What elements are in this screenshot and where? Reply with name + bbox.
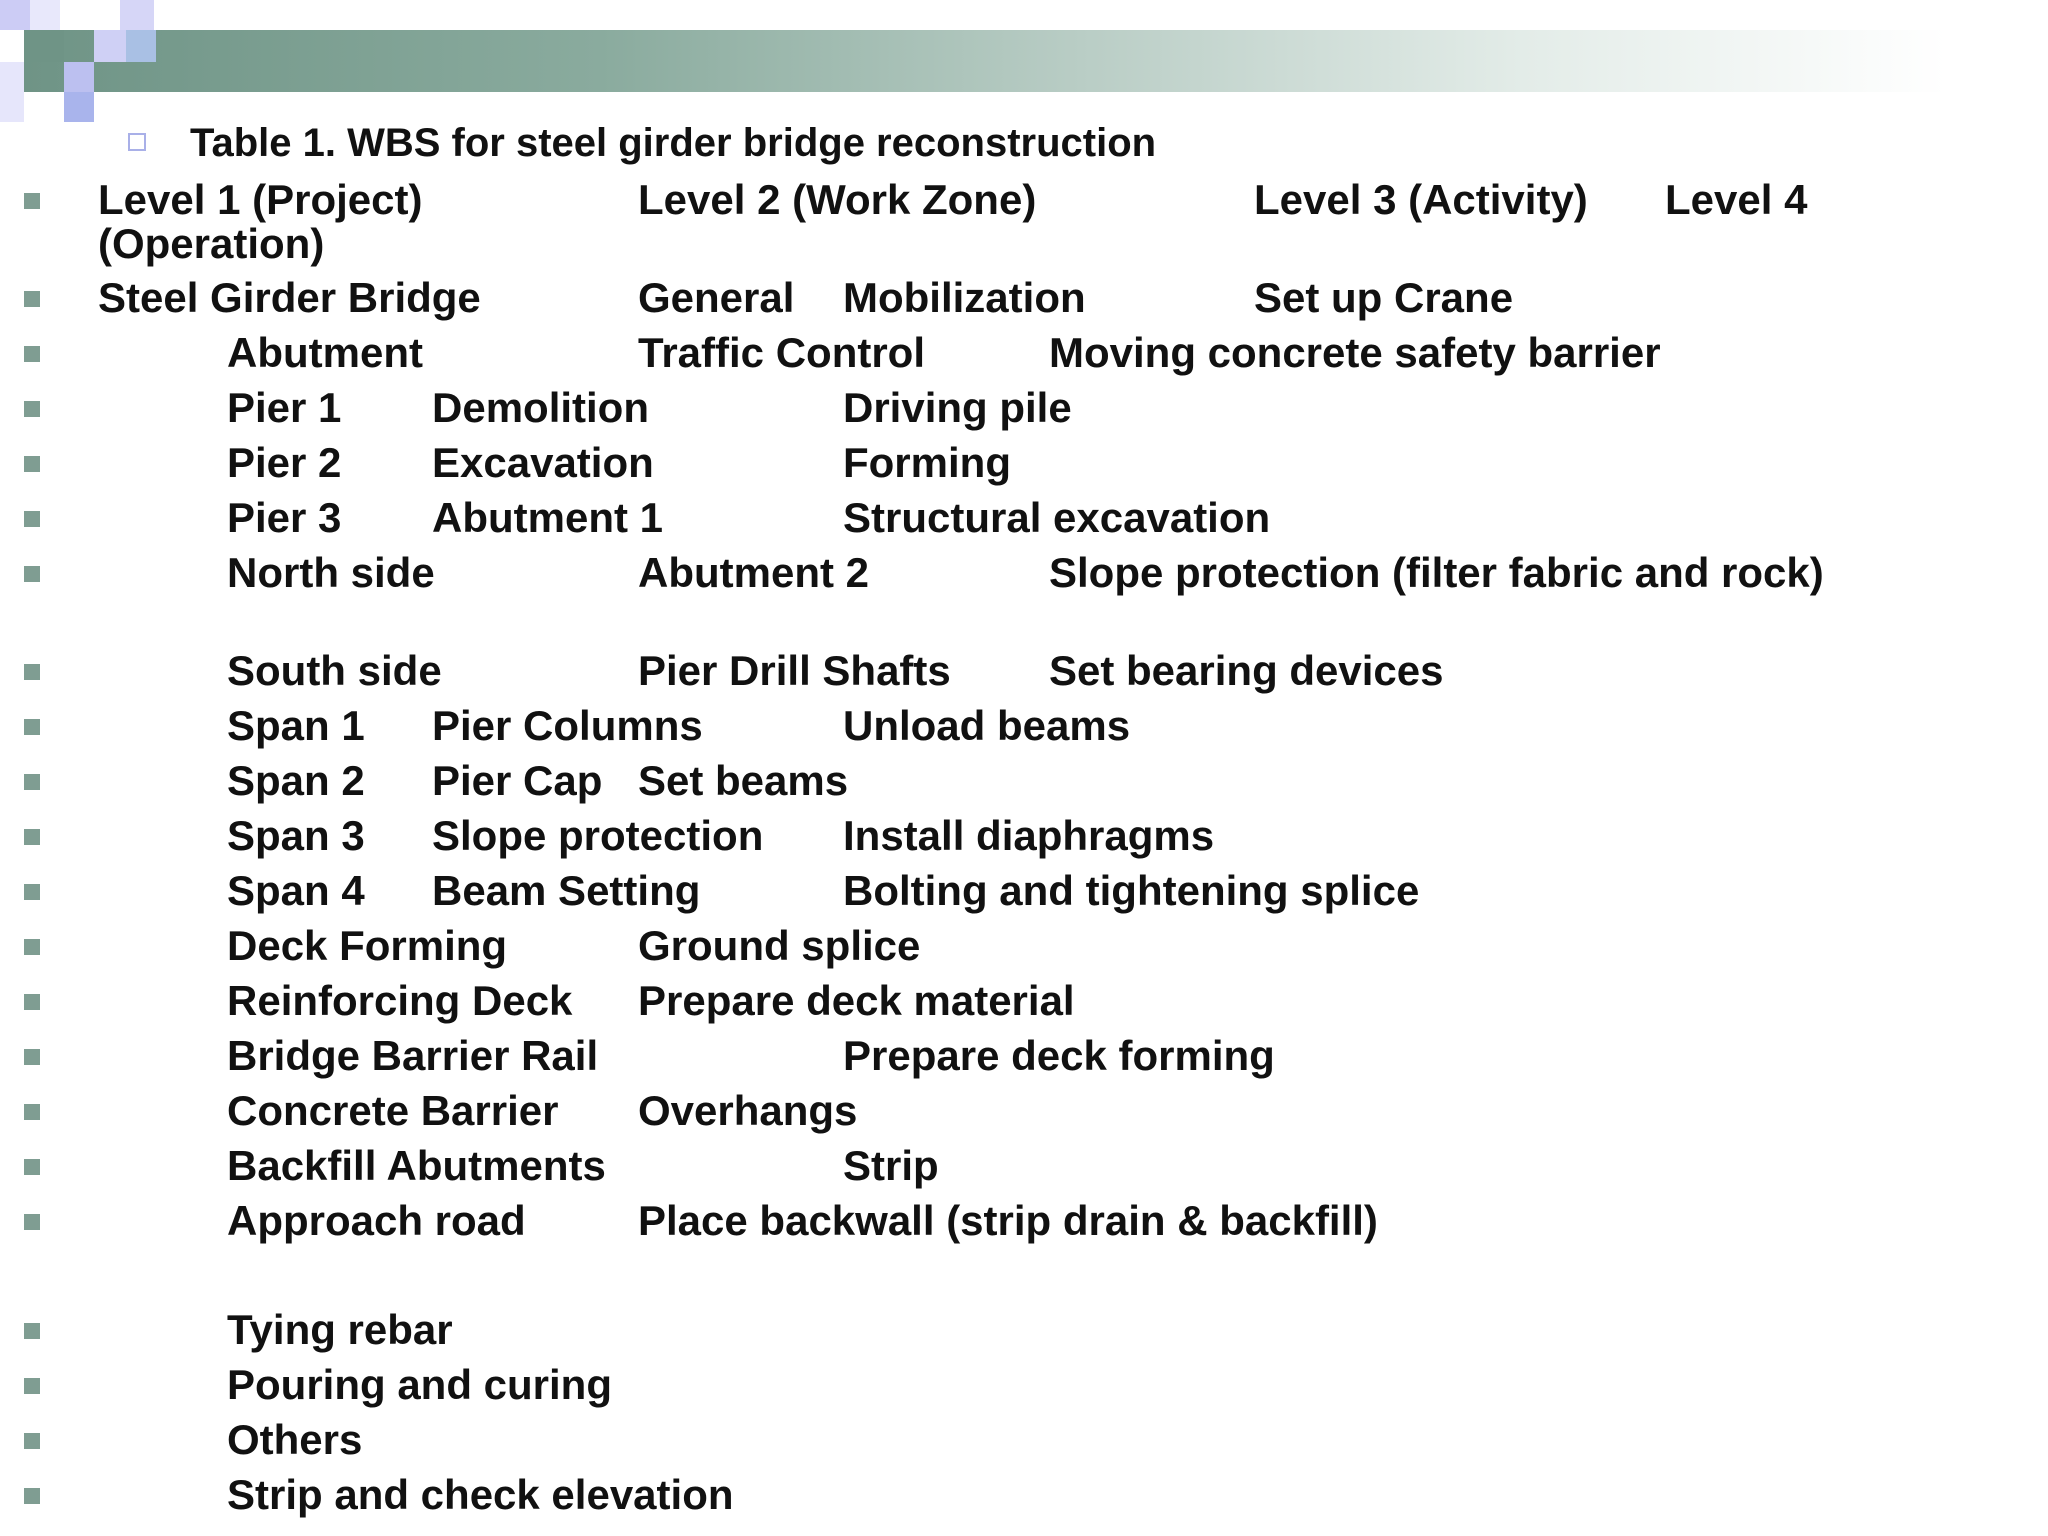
- table-cell: North side: [227, 549, 435, 596]
- table-cell: Deck Forming: [227, 922, 508, 969]
- table-cell: Beam Setting: [432, 867, 701, 914]
- table-row: [0, 545, 2048, 601]
- square-bullet-icon: [24, 774, 40, 790]
- square-bullet-icon: [24, 664, 40, 680]
- square-bullet-icon: [24, 1378, 40, 1394]
- table-cell: Span 4: [227, 867, 365, 914]
- table-cell: Demolition: [432, 384, 649, 431]
- table-row: [0, 643, 2048, 699]
- table-cell: Install diaphragms: [843, 812, 1215, 859]
- square-bullet-icon: [24, 511, 40, 527]
- square-bullet-icon: [24, 566, 40, 582]
- table-row: [0, 1412, 2048, 1468]
- header-level-2: Level 2 (Work Zone): [638, 176, 1037, 223]
- table-cell: Pier 2: [227, 439, 342, 486]
- table-cell: Pouring and curing: [227, 1361, 612, 1408]
- table-cell: Strip: [843, 1142, 939, 1189]
- table-cell: Steel Girder Bridge: [98, 274, 481, 321]
- table-cell: Set beams: [638, 757, 849, 804]
- table-cell: Pier Drill Shafts: [638, 647, 951, 694]
- table-cell: South side: [227, 647, 442, 694]
- table-cell: Others: [227, 1416, 363, 1463]
- table-cell: Moving concrete safety barrier: [1049, 329, 1661, 376]
- table-cell: Slope protection: [432, 812, 764, 859]
- header-level-4-continued: (Operation): [98, 220, 325, 267]
- table-row: [0, 1357, 2048, 1413]
- square-bullet-icon: [24, 994, 40, 1010]
- table-cell: Place backwall (strip drain & backfill): [638, 1197, 1378, 1244]
- table-row: [0, 808, 2048, 864]
- table-cell: Excavation: [432, 439, 654, 486]
- square-bullet-icon: [24, 1323, 40, 1339]
- table-row: [0, 698, 2048, 754]
- table-cell: Reinforcing Deck: [227, 977, 573, 1024]
- table-row: [0, 918, 2048, 974]
- table-cell: Pier 1: [227, 384, 342, 431]
- table-cell: Bridge Barrier Rail: [227, 1032, 599, 1079]
- table-cell: Backfill Abutments: [227, 1142, 606, 1189]
- table-cell: Slope protection (filter fabric and rock): [1049, 549, 1824, 596]
- square-bullet-icon: [24, 1104, 40, 1120]
- table-cell: Span 1: [227, 702, 365, 749]
- table-cell: Span 3: [227, 812, 365, 859]
- table-cell: Pier Cap: [432, 757, 603, 804]
- table-cell: Overhangs: [638, 1087, 858, 1134]
- table-row: [0, 1083, 2048, 1139]
- square-bullet-icon: [24, 193, 40, 209]
- square-bullet-icon: [24, 401, 40, 417]
- square-bullet-icon: [24, 291, 40, 307]
- table-cell: Approach road: [227, 1197, 526, 1244]
- table-row: [0, 1193, 2048, 1249]
- header-level-1: Level 1 (Project): [98, 176, 423, 223]
- table-row: [0, 325, 2048, 381]
- table-cell: General: [638, 274, 795, 321]
- table-cell: Span 2: [227, 757, 365, 804]
- square-bullet-icon: [24, 939, 40, 955]
- table-cell: Prepare deck material: [638, 977, 1075, 1024]
- table-row: [0, 1138, 2048, 1194]
- table-cell: Strip and check elevation: [227, 1471, 734, 1518]
- table-cell: Traffic Control: [638, 329, 926, 376]
- table-cell: Driving pile: [843, 384, 1072, 431]
- table-header-row: [0, 172, 2048, 267]
- table-row: [0, 490, 2048, 546]
- table-cell: Ground splice: [638, 922, 921, 969]
- table-cell: Abutment: [227, 329, 423, 376]
- square-bullet-icon: [24, 1488, 40, 1504]
- table-cell: Set bearing devices: [1049, 647, 1444, 694]
- table-cell: Prepare deck forming: [843, 1032, 1275, 1079]
- slide-title-text: Table 1. WBS for steel girder bridge reconstruction: [190, 121, 1157, 165]
- table-row: [0, 435, 2048, 491]
- table-cell: Pier Columns: [432, 702, 703, 749]
- table-cell: Set up Crane: [1254, 274, 1514, 321]
- table-cell: Abutment 1: [432, 494, 663, 541]
- square-bullet-icon: [24, 1214, 40, 1230]
- square-bullet-icon: [24, 1433, 40, 1449]
- table-cell: Bolting and tightening splice: [843, 867, 1420, 914]
- square-bullet-icon: [24, 346, 40, 362]
- square-bullet-icon: [24, 456, 40, 472]
- square-bullet-icon: [24, 884, 40, 900]
- table-row: [0, 1467, 2048, 1523]
- table-row: [0, 380, 2048, 436]
- table-row: [0, 1028, 2048, 1084]
- table-row: [0, 753, 2048, 809]
- square-bullet-icon: [24, 1049, 40, 1065]
- table-cell: Pier 3: [227, 494, 342, 541]
- header-level-4: Level 4: [1665, 176, 1808, 223]
- table-cell: Concrete Barrier: [227, 1087, 559, 1134]
- header-level-3: Level 3 (Activity): [1254, 176, 1588, 223]
- table-row: [0, 973, 2048, 1029]
- table-row: [0, 863, 2048, 919]
- table-cell: Mobilization: [843, 274, 1086, 321]
- table-row: [0, 1302, 2048, 1358]
- table-cell: Structural excavation: [843, 494, 1271, 541]
- table-cell: Forming: [843, 439, 1011, 486]
- square-bullet-icon: [24, 719, 40, 735]
- square-bullet-icon: [24, 829, 40, 845]
- table-row: [0, 270, 2048, 326]
- table-cell: Unload beams: [843, 702, 1131, 749]
- table-cell: Abutment 2: [638, 549, 869, 596]
- table-cell: Tying rebar: [227, 1306, 453, 1353]
- square-bullet-icon: [24, 1159, 40, 1175]
